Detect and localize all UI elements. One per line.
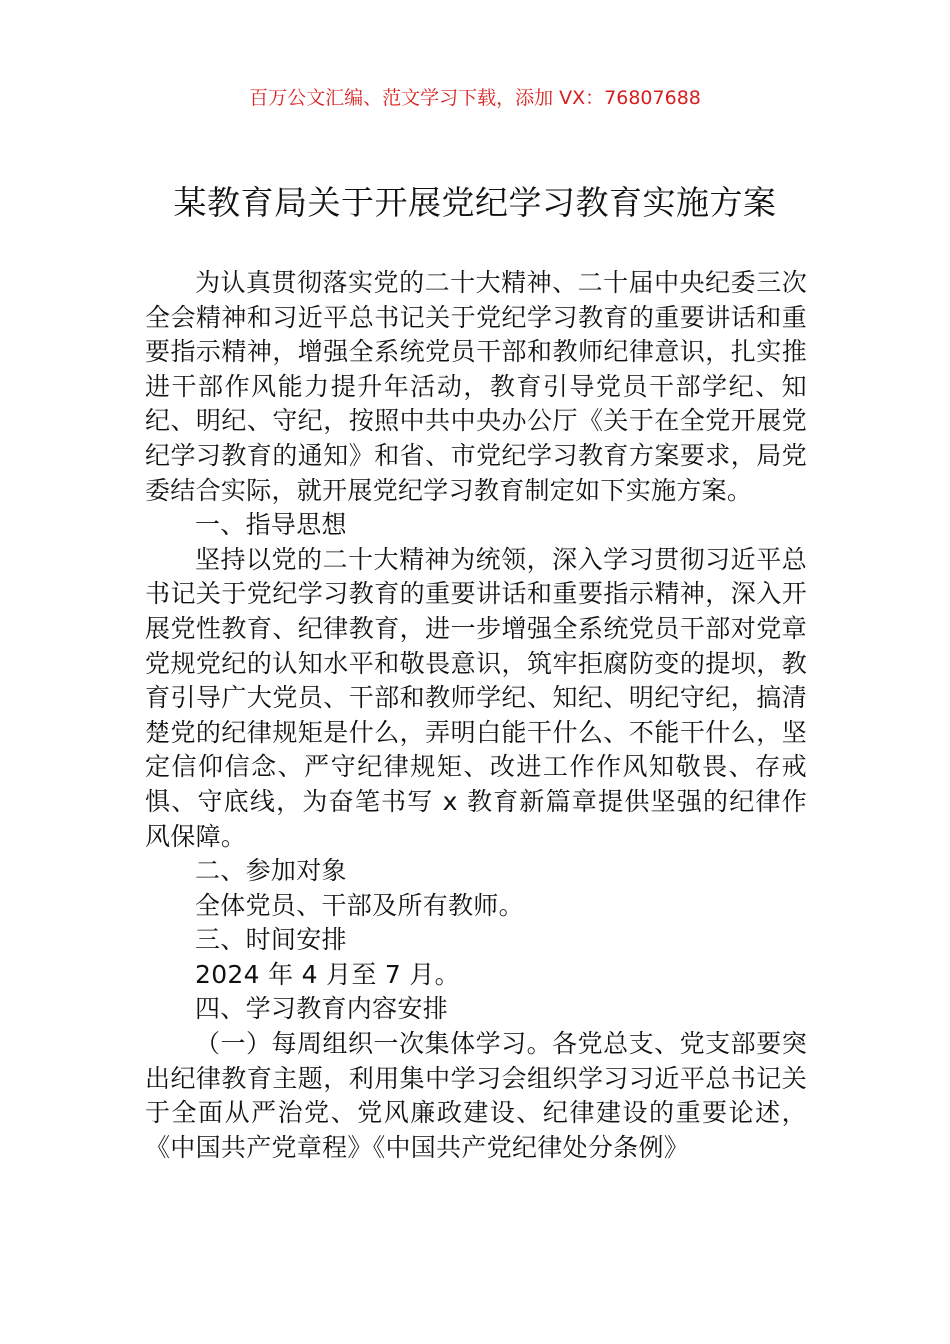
header-note: 百万公文汇编、范文学习下载，添加 VX：76807688 [249, 87, 701, 109]
section-heading-participants: 二、参加对象 [195, 856, 347, 886]
section-heading-schedule: 三、时间安排 [195, 925, 347, 955]
intro-paragraph: 为认真贯彻落实党的二十大精神、二十届中央纪委三次全会精神和习近平总书记关于党纪学习教育的重要讲话和重要指示精神，增强全系统党员干部和教师纪律意识，扎实推进干部作风能力提升年活动，教育引导党员干部学纪、知纪、明纪、守纪，按照中共中央办公厅《关于在全党开展党纪学习教育的通知》和省、市党纪学习教育方案要求，局党委结合实际，就开展党纪学习教育制定如下实施方案。 [145, 268, 807, 505]
section-heading-guiding-ideology: 一、指导思想 [195, 510, 347, 540]
content-arrangement-paragraph: （一）每周组织一次集体学习。各党总支、党支部要突出纪律教育主题，利用集中学习会组织学习习近平总书记关于全面从严治党、党风廉政建设、纪律建设的重要论述，《中国共产党章程》《中国共产党纪律处分条例》 [145, 1029, 807, 1162]
guiding-ideology-paragraph: 坚持以党的二十大精神为统领，深入学习贯彻习近平总书记关于党纪学习教育的重要讲话和重要指示精神，深入开展党性教育、纪律教育，进一步增强全系统党员干部对党章党规党纪的认知水平和敬畏意识，筑牢拒腐防变的提坝，教育引导广大党员、干部和教师学纪、知纪、明纪守纪，搞清楚党的纪律规矩是什么，弄明白能干什么、不能干什么，坚定信仰信念、严守纪律规矩、改进工作作风知敬畏、存戒惧、守底线，为奋笔书写 x 教育新篇章提供坚强的纪律作风保障。 [145, 544, 807, 851]
document-body [145, 266, 807, 1165]
schedule-paragraph: 2024 年 4 月至 7 月。 [195, 959, 460, 989]
document-title: 某教育局关于开展党纪学习教育实施方案 [173, 183, 777, 222]
section-heading-content-arrangement: 四、学习教育内容安排 [195, 994, 449, 1024]
participants-paragraph: 全体党员、干部及所有教师。 [195, 890, 524, 920]
